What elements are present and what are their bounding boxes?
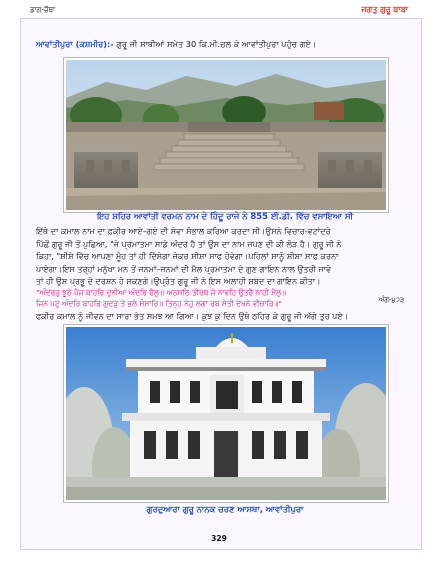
paragraph-line: ਕਿਹਾ, "ਸ਼ੀਸ਼ੇ ਵਿੱਚ ਆਪਣਾ ਮੂੰਹ ਤਾਂ ਹੀ ਦਿੱਸੇਗਾ ਜੇਕਰ ਸ਼ੀਸ਼ਾ ਸਾਫ ਹੋਵੇਗਾ।ਪਹਿਲਾਂ ਸਾਨੂੰ ਸ਼ੀਸ਼ਾ ਸਾਫ ਕਰਨਾ xyxy=(36,251,339,262)
header-right: ਜਗਤੁ ਗੁਰੂ ਬਾਬਾ xyxy=(361,5,408,14)
hymn-line-1: "ਅੰਦਰਹੁ ਝੂਠੇ ਪੈਜ ਬਾਹਰਿ ਦੁਨੀਆ ਅੰਦਰਿ ਫੈਲੁ॥ ਅਠਸਠਿ ਤੀਰਥ ਜੇ ਨਾਵਹਿ ਉਤਰੈ ਨਾਹੀ ਮੈਲੁ॥ xyxy=(36,288,287,297)
hymn-verse xyxy=(36,287,416,309)
temple-ruins-photo xyxy=(64,58,388,212)
intro-text: ਗੁਰੂ ਜੀ ਸਾਥੀਆਂ ਸਮੇਤ 30 ਕਿ.ਮੀ.ਚਲ ਕੇ ਆਵਾਂਤੀਪੁਰਾ ਪਹੁੰਚ ਗਏ। xyxy=(113,39,317,49)
photo2-caption: ਗੁਰਦੁਆਰਾ ਗੁਰੂ ਨਾਨਕ ਚਰਣ ਆਸਥਾ, ਆਵਾਂਤੀਪੁਰਾ xyxy=(146,504,304,514)
header-left: ਡਾਗ-ਚੌਥਾ xyxy=(30,6,56,14)
ang-reference: ਅੰਗ-੪੭੩ xyxy=(378,296,404,304)
gurdwara-photo xyxy=(64,325,388,502)
paragraph-line: ਤਾਂ ਹੀ ਉਸ ਪ੍ਰਭੂ ਦੇ ਦਰਸ਼ਨ ਹੋ ਸਕਣਗੇ।ਉਪ੍ਰੰਤ ਗੁਰੂ ਜੀ ਨੇ ਇਸ ਅਲਾਹੀ ਸ਼ਬਦ ਦਾ ਗਾਇਨ ਕੀਤਾ। xyxy=(36,276,321,287)
paragraph-line: ਪਿੱਛੋਂ ਗੁਰੂ ਜੀ ਤੋਂ ਪੁਛਿਆ, "ਜੇ ਪ੍ਰਮਾਤਮਾ ਸਾਡੇ ਅੰਦਰ ਹੈ ਤਾਂ ਉਸ ਦਾ ਨਾਮ ਜਪਣ ਦੀ ਕੀ ਲੋੜ ਹੈ। ਗੁਰੂ ਜੀ ਨੇ xyxy=(36,238,342,249)
photo1-caption: ਇਹ ਸ਼ਹਿਰ ਆਵਾਂਤੀ ਵਰਮਨ ਨਾਮ ਦੇ ਹਿੰਦੂ ਰਾਜੇ ਨੇ 855 ਈ.ਡੀ. ਵਿੱਚ ਵਸਾਇਆ ਸੀ xyxy=(97,211,353,221)
paragraph-line: ਪਾਏਗਾ।ਇਸ ਤਰ੍ਹਾਂ ਮਨੁੱਖਾ ਮਨ ਤੋਂ ਜਨਮਾਂ–ਜਨਮਾਂ ਦੀ ਮੈਲ ਪ੍ਰਮਾਤਮਾ ਦੇ ਗੁਣ ਗਾਇਨ ਨਾਲ ਉਤਰੀ ਜਾਵੇ xyxy=(36,263,332,274)
hymn-line-2: ਜਿਨ ਪਟੁ ਅੰਦਰਿ ਬਾਹਰਿ ਗੁਦੜੁ ਤੇ ਭਲੇ ਸੰਸਾਰਿ॥ ਤਿਨ੍ਹ ਨੇਹੁ ਲਗਾ ਰਬ ਸੇਤੀ ਦੇਖਨੇ ਵੀਚਾਰਿ॥" xyxy=(36,299,282,308)
body-paragraph xyxy=(36,225,406,288)
paragraph-line: ਇੱਥੇ ਦਾ ਕਮਾਲ ਨਾਮ ਦਾ ਫ਼ਕੀਰ ਆਏ–ਗਏ ਦੀ ਸੇਵਾ ਸੰਭਾਲ ਕਰਿਆ ਕਰਦਾ ਸੀ।ਉਸਨੇ ਵਿਚਾਰ-ਵਟਾਂਦਰੇ xyxy=(36,226,331,236)
page-number: 329 xyxy=(211,534,227,543)
intro-place: ਆਵਾਂਤੀਪੁਰਾ (ਕਸ਼ਮੀਰ):- xyxy=(36,39,114,49)
gurdwara-illustration xyxy=(66,327,386,500)
temple-ruins-illustration xyxy=(66,60,386,210)
intro-line xyxy=(36,39,416,50)
closing-line: ਫਕੀਰ ਕਮਾਲ ਨੂੰ ਜੀਵਨ ਦਾ ਸਾਰਾ ਭੇਤ ਸਮਝ ਆ ਗਿਆ। ਕੁਝ ਕੁ ਦਿਨ ਉਥੇ ਠਹਿਰ ਕੇ ਗੁਰੂ ਜੀ ਅੱਗੇ ਤੁਰ ਪਏ। xyxy=(36,311,349,321)
